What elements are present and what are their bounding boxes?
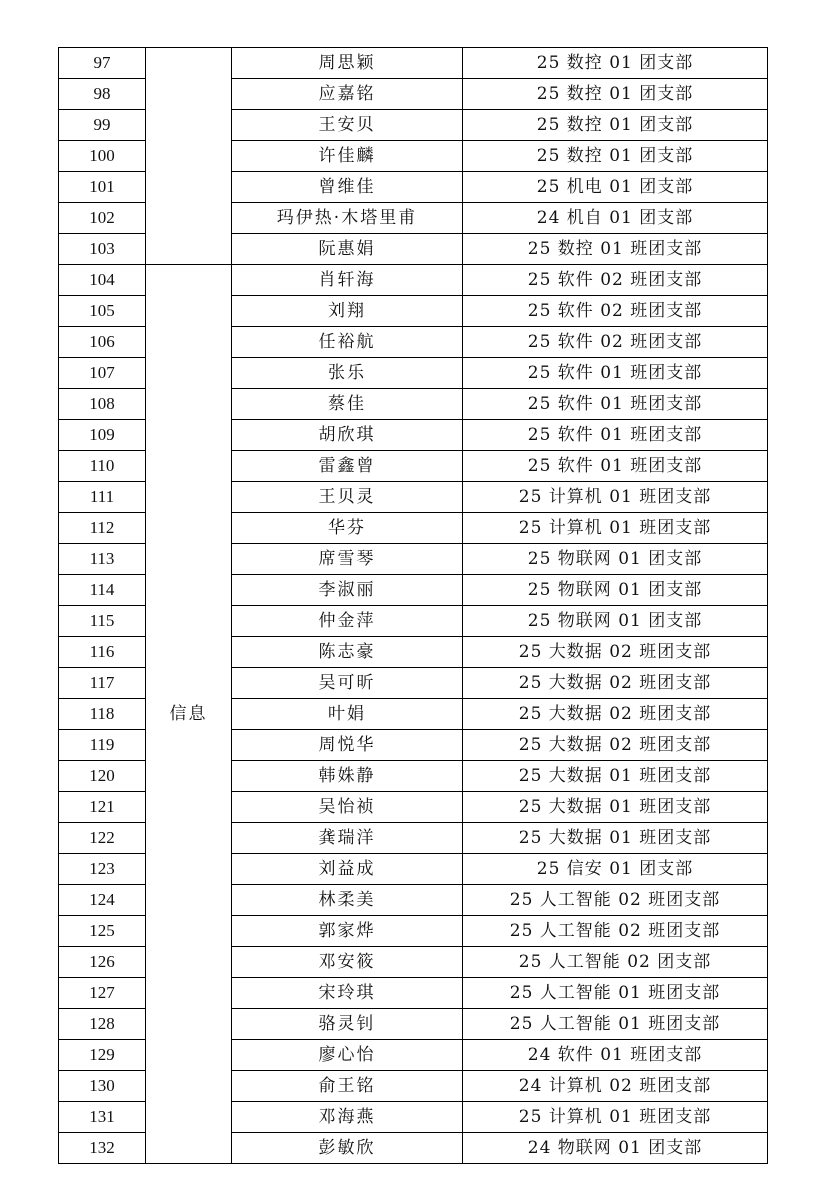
member-name: 任裕航 (232, 327, 463, 358)
member-name: 龚瑞洋 (232, 823, 463, 854)
row-number: 126 (59, 947, 146, 978)
row-number: 100 (59, 141, 146, 172)
member-name: 王安贝 (232, 110, 463, 141)
row-number: 112 (59, 513, 146, 544)
member-name: 曾维佳 (232, 172, 463, 203)
member-name: 席雪琴 (232, 544, 463, 575)
league-branch: 25 大数据 01 班团支部 (463, 792, 768, 823)
row-number: 124 (59, 885, 146, 916)
row-number: 117 (59, 668, 146, 699)
member-name: 叶娟 (232, 699, 463, 730)
member-name: 吴怡祯 (232, 792, 463, 823)
member-name: 阮惠娟 (232, 234, 463, 265)
league-branch: 25 人工智能 01 班团支部 (463, 978, 768, 1009)
member-name: 许佳麟 (232, 141, 463, 172)
table-row (59, 48, 768, 79)
row-number: 108 (59, 389, 146, 420)
league-branch: 25 数控 01 团支部 (463, 110, 768, 141)
member-table (58, 47, 768, 1164)
member-name: 俞王铭 (232, 1071, 463, 1102)
row-number: 105 (59, 296, 146, 327)
member-name: 蔡佳 (232, 389, 463, 420)
league-branch: 25 大数据 02 班团支部 (463, 699, 768, 730)
league-branch: 25 软件 02 班团支部 (463, 327, 768, 358)
department-cell: 信息 (146, 265, 232, 1164)
row-number: 99 (59, 110, 146, 141)
row-number: 109 (59, 420, 146, 451)
row-number: 123 (59, 854, 146, 885)
league-branch: 25 大数据 01 班团支部 (463, 823, 768, 854)
member-name: 仲金萍 (232, 606, 463, 637)
row-number: 106 (59, 327, 146, 358)
league-branch: 25 计算机 01 班团支部 (463, 1102, 768, 1133)
league-branch: 25 软件 02 班团支部 (463, 265, 768, 296)
member-name: 肖轩海 (232, 265, 463, 296)
table-row (59, 265, 768, 296)
league-branch: 25 软件 01 班团支部 (463, 420, 768, 451)
league-branch: 25 信安 01 团支部 (463, 854, 768, 885)
member-name: 张乐 (232, 358, 463, 389)
member-name: 韩姝静 (232, 761, 463, 792)
league-branch: 25 计算机 01 班团支部 (463, 513, 768, 544)
member-name: 郭家烨 (232, 916, 463, 947)
league-branch: 25 大数据 02 班团支部 (463, 668, 768, 699)
league-branch: 25 物联网 01 团支部 (463, 544, 768, 575)
member-name: 雷鑫曾 (232, 451, 463, 482)
member-name: 李淑丽 (232, 575, 463, 606)
row-number: 119 (59, 730, 146, 761)
league-branch: 24 计算机 02 班团支部 (463, 1071, 768, 1102)
member-table-body (59, 48, 768, 1164)
row-number: 118 (59, 699, 146, 730)
row-number: 120 (59, 761, 146, 792)
member-name: 吴可昕 (232, 668, 463, 699)
league-branch: 25 人工智能 01 班团支部 (463, 1009, 768, 1040)
member-name: 王贝灵 (232, 482, 463, 513)
league-branch: 25 数控 01 团支部 (463, 141, 768, 172)
league-branch: 25 计算机 01 班团支部 (463, 482, 768, 513)
member-name: 刘翔 (232, 296, 463, 327)
row-number: 107 (59, 358, 146, 389)
row-number: 115 (59, 606, 146, 637)
league-branch: 25 大数据 02 班团支部 (463, 730, 768, 761)
row-number: 110 (59, 451, 146, 482)
league-branch: 25 人工智能 02 班团支部 (463, 916, 768, 947)
member-name: 周思颖 (232, 48, 463, 79)
row-number: 122 (59, 823, 146, 854)
row-number: 101 (59, 172, 146, 203)
row-number: 116 (59, 637, 146, 668)
member-name: 林柔美 (232, 885, 463, 916)
league-branch: 24 软件 01 班团支部 (463, 1040, 768, 1071)
league-branch: 25 数控 01 团支部 (463, 79, 768, 110)
row-number: 131 (59, 1102, 146, 1133)
league-branch: 25 人工智能 02 班团支部 (463, 885, 768, 916)
member-name: 周悦华 (232, 730, 463, 761)
league-branch: 25 人工智能 02 团支部 (463, 947, 768, 978)
department-cell (146, 48, 232, 265)
row-number: 97 (59, 48, 146, 79)
league-branch: 25 大数据 01 班团支部 (463, 761, 768, 792)
league-branch: 25 大数据 02 班团支部 (463, 637, 768, 668)
member-name: 华芬 (232, 513, 463, 544)
league-branch: 24 机自 01 团支部 (463, 203, 768, 234)
member-name: 宋玲琪 (232, 978, 463, 1009)
row-number: 111 (59, 482, 146, 513)
member-name: 邓安筱 (232, 947, 463, 978)
row-number: 128 (59, 1009, 146, 1040)
row-number: 132 (59, 1133, 146, 1164)
member-name: 胡欣琪 (232, 420, 463, 451)
row-number: 127 (59, 978, 146, 1009)
league-branch: 25 数控 01 班团支部 (463, 234, 768, 265)
member-name: 刘益成 (232, 854, 463, 885)
member-name: 陈志豪 (232, 637, 463, 668)
league-branch: 25 物联网 01 团支部 (463, 606, 768, 637)
row-number: 113 (59, 544, 146, 575)
member-name: 玛伊热·木塔里甫 (232, 203, 463, 234)
member-name: 廖心怡 (232, 1040, 463, 1071)
row-number: 125 (59, 916, 146, 947)
league-branch: 25 软件 01 班团支部 (463, 389, 768, 420)
member-name: 邓海燕 (232, 1102, 463, 1133)
league-branch: 25 软件 01 班团支部 (463, 451, 768, 482)
row-number: 102 (59, 203, 146, 234)
row-number: 103 (59, 234, 146, 265)
member-name: 彭敏欣 (232, 1133, 463, 1164)
league-branch: 25 软件 02 班团支部 (463, 296, 768, 327)
league-branch: 25 数控 01 团支部 (463, 48, 768, 79)
row-number: 121 (59, 792, 146, 823)
row-number: 129 (59, 1040, 146, 1071)
row-number: 114 (59, 575, 146, 606)
league-branch: 25 软件 01 班团支部 (463, 358, 768, 389)
row-number: 98 (59, 79, 146, 110)
member-name: 应嘉铭 (232, 79, 463, 110)
league-branch: 25 物联网 01 团支部 (463, 575, 768, 606)
league-branch: 25 机电 01 团支部 (463, 172, 768, 203)
row-number: 104 (59, 265, 146, 296)
row-number: 130 (59, 1071, 146, 1102)
member-name: 骆灵钊 (232, 1009, 463, 1040)
league-branch: 24 物联网 01 团支部 (463, 1133, 768, 1164)
